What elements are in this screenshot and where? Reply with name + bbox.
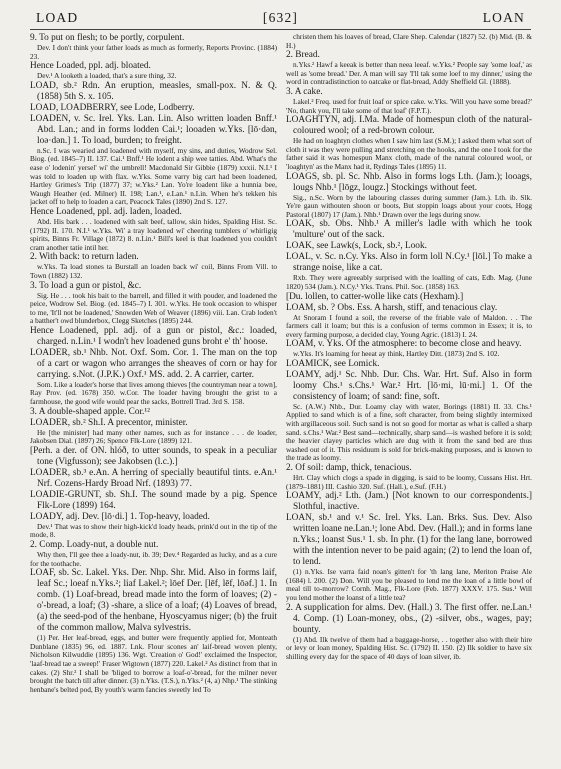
entry-paragraph: 3. To load a gun or pistol, &c. — [30, 280, 142, 291]
entry-paragraph: Hence Loadened, ppl. adj. laden, loaded. — [30, 206, 182, 217]
citation-paragraph: Rxb. They were agreeably surprised with the loalling of cats, Edb. Mag. (June 1820) 534 (Jam.). N.Cy.¹ Yks. Trans. Phil. Soc. (1858) 163. — [286, 273, 532, 291]
citation-paragraph: Sig. He . . . took his bait to the barrell, and filled it with pouder, and loadened the peice, Wodrow Sel. Biog. (ed. 1845–7) I. 301. w.Yks. He took occasion to whisper to me, 'It'll not be loadened,' Snowden Web of Weaver (1896) viii. Lan. Crab loden't a batther't owd blunderbox, Clegg Sketches (1895) 244. — [30, 290, 277, 326]
citation-paragraph: (1) n.Yks. Ise varra faid noan's gitten't for 'th lang lane, Meriton Praise Ale (1684) l. 200. (2) Don. Will you be pleased to lend me the loan of a little bowl of meal till to-morrow? Cornh. Mag., Flk-Lore (Feb. 1877) XXXV. 175. Sus.¹ Will you lend mother the loanst of a little tea? — [286, 567, 532, 602]
citation-paragraph: Why then, I'll gee thee a loady-nut, ib. 39; Dev.⁴ Regarded as lucky, and as a cure for the toothache. — [30, 550, 277, 568]
entry-paragraph: LOAK, sb. Obs. Nhb.¹ A miller's ladle with which he took 'multure' out of the sack. — [286, 219, 532, 241]
citation-paragraph: n.Sc. I was wearied and loadened with myself, my sins, and duties, Wodrow Sel. Biog. (ed. 1845–7) II. 137. Cai.¹ Bnff.¹ He lodent a ship wee tatties. Abd. What's the ease o' lodenin' yersel' wi' the umbrell! Macdonald Sir Gibbie (1879) xxxii. N.I.¹ I was told to loaden up with flax. w.Yks. Some varry big cart had been loadened, Hartley Grimes's Trip (1877) 37; w.Yks.² Lan. Yo're loadent like a hunnia bee, Waugh Heather (ed. Milner) II. 198; Lan.¹, e.Lan.¹ n.Lin. When he's tekken his jacket off to help to loaden a cart, Peacock Tales (1890) 2nd S. 127. — [30, 145, 277, 207]
entry-paragraph: LOAN, sb.¹ and v.¹ Sc. Irel. Yks. Lan. Brks. Sus. Dev. Also written loane ne.Lan.¹; lone Abd. Dev. (Hall.); and in forms lane n.Yks.; loanst Sus.¹ 1. sb. In phr. (1) for the lang lane, borrowed with the intention never to be paid again; (2) to lend the loan of, to lend. — [286, 513, 532, 568]
entry-paragraph: LOADIE-GRUNT, sb. Sh.I. The sound made by a pig. Spence Flk-Lore (1899) 164. — [30, 489, 277, 511]
entry-paragraph: 2. With back: to return laden. — [30, 252, 139, 263]
entry-paragraph: Hence Loaded, ppl. adj. bloated. — [30, 61, 151, 72]
citation-paragraph: Sc. (A.W.) Nhb., Dur. Loamy clay with water, Borings (1881) II. 33. Chs.¹ Applied to sand which is of a fine, soft character, from being slightly intermixed with argillaceous soil. Such sand is not so good for mortar as what is called a sharp sand. s.Chs.¹ War.² Best sand—technically, sharp sand—is washed before it is sold; the heavier clayey particles which are dug with it from the sand bed are thus washed out of it. This residuum is sold for brick-making purposes, and is known to the trade as loomy. — [286, 401, 532, 463]
entry-paragraph: LOAGHTYN, adj. I.Ma. Made of homespun cloth of the natural-coloured wool; of a red-brown colour. — [286, 115, 532, 137]
entry-paragraph: 2. Bread. — [286, 50, 320, 61]
entry-paragraph: LOADER, sb.³ e.An. A herring of specially beautiful tints. e.An.¹ Nrf. Cozens-Hardy Broad Nrf. (1893) 77. — [30, 467, 277, 489]
entry-paragraph: LOAD, LOADBERRY, see Lode, Lodberry. — [30, 102, 195, 113]
entry-paragraph: LOADER, sb.¹ Nhb. Not. Oxf. Som. Cor. 1. The man on the top of a cart or wagon who arranges the sheaves of corn or hay for carrying. s.Not. (J.P.K.) Oxf.¹ MS. add. 2. A carrier, carter. — [30, 347, 277, 380]
right-column — [286, 33, 532, 763]
entry-paragraph: LOAL, v. Sc. n.Cy. Yks. Also in form loll N.Cy.¹ [lōl.] To make a strange noise, like a cat. — [286, 252, 532, 274]
entry-paragraph: LOAD, sb.² Rdn. An eruption, measles, small-pox. N. & Q. (1858) 5th S. x. 105. — [30, 80, 277, 102]
citation-paragraph: Som. Like a loader's horse that lives among thieves [the countryman near a town], Ray Prov. (ed. 1678) 350. w.Cor. The loader having brought the grist to a farmhouse, the good wife would pear the sacks, Bottrell Trad. 3rd S. 158. — [30, 379, 277, 407]
entry-paragraph: LOAM, sb. ? Obs. Ess. A harsh, stiff, and tenacious clay. — [286, 302, 498, 313]
citation-paragraph: Dev.¹ That was to show their high-kick'd loady heads, prink'd out in the tip of the mode, 8. — [30, 521, 277, 540]
citation-paragraph: w.Yks. It's loaming for heeat ay think, Hartley Ditt. (1873) 2nd S. 102. — [293, 349, 500, 359]
citation-paragraph: Abd. His bark . . . loadened with salt beef, tallow, skin hides, Spalding Hist. Sc. (1792) II. 170. N.I.¹ w.Yks. Wi' a tray loadened wi' cheering tumblers o' whirligig spirits, Binns Fr. Village (1872) 8. n.Lin.¹ Bill's keel is that loadened you couldn't cram another tatie intil her. — [30, 216, 277, 252]
citation-paragraph: christen them his loaves of bread, Clare Shep. Calendar (1827) 52. (b) Mid. (B. & H.) — [286, 33, 532, 50]
citation-paragraph: w.Yks. Ta load stones ta Burstall an loaden back wi' coil, Binns From Vill. to Town (1882) 132. — [30, 262, 277, 280]
entry-paragraph: LOAM, v. Yks. Of the atmosphere: to become close and heavy. — [286, 339, 522, 350]
citation-paragraph: Dev.¹ A looketh a loaded, that's a sure thing, 32. — [37, 71, 177, 81]
citation-paragraph: (1) Per. Her leaf-bread, eggs, and butter were frequently applied for, Monteath Dunblane (1835) 96, ed. 1887. Lnk. Flour scones an' laif-bread woven plenty, Nicholson Kilwuddie (1895) 136. Wgt. 'Creation o' God!' exclaimed the Inspector, 'laaf-bread tae a sweep!' Fraser Wigtown (1877) 220. Lakel.² As distinct from that in cakes. (2) Shr.² I shall be 'bliged to borrow a loaf-o'-bread, for the milner never brought the batch till after dinner. (3) n.Yks. (T.S.), n.Yks.² (4, a) Nhp.¹ The stinking henbane's belted pod, By youth's warm fancies sweetly led To — [30, 633, 277, 694]
running-header — [30, 7, 531, 30]
citation-paragraph: He [the minister] had many other names, such as for instance . . . de loader, Jakobsen Dial. (1897) 26; Spence Flk-Lore (1899) 121. — [30, 427, 277, 446]
entry-paragraph: LOAK, see Lawk(s, Lock, sb.², Look. — [286, 241, 427, 252]
entry-paragraph: Hence Loadened, ppl. adj. of a gun or pistol, &c.: loaded, charged. n.Lin.¹ I wodn't hev loadened guns broht e' th' hoose. — [30, 325, 277, 347]
entry-paragraph: LOADER, sb.² Sh.I. A precentor, minister. — [30, 417, 188, 428]
entry-paragraph: LOAF, sb. Sc. Lakel. Yks. Der. Nhp. Shr. Mid. Also in forms laif, leaf Sc.; loeaf n.Yks.²; liaf Lakel.²; lōef Der. [lēf, lēf, lōəf.] 1. In comb. (1) Loaf-bread, bread made into the form of loaves; (2) -o'-bread, a loaf; (3) -share, a slice of a loaf; (4) Loaves of bread, (a) the seed-pod of the henbane, Hyoscyamus niger; (b) the fruit of the common mallow, Malva sylvestris. — [30, 568, 277, 634]
citation-paragraph: Lakel.² Freq. used for fruit loaf or spice cake. w.Yks. 'Will you have some bread?' 'No, thank you, I'll take some of that loaf' (F.P.T.). — [286, 96, 532, 115]
entry-paragraph: LOAMY, adj.¹ Sc. Nhb. Dur. Chs. War. Hrt. Suf. Also in form loomy Chs.¹ s.Chs.¹ War.² Hrt. [lō·mi, lū·mi.] 1. Of the consistency of loam; of sand: fine, soft. — [286, 369, 532, 402]
citation-paragraph: At Snoram I found a soil, the reverse of the friable vale of Maldon. . . The farmers call it loam; but this is a confusion of terms common in Essex; it is, to every farming purpose, a decided clay, Young Agric. (1813) I. 24. — [286, 312, 532, 339]
citation-paragraph: Dev. I don't think your father loads as much as formerly, Reports Provinc. (1884) 23. — [30, 43, 277, 61]
page-number: [632] — [262, 10, 299, 25]
header-left-word: LOAD — [36, 10, 79, 25]
citation-paragraph: n.Yks.² Hawf a keeak is better than neea leeaf. w.Yks.² People say 'some loaf,' as well as 'some bread.' Der. A man will say 'I'll tak some loef to my dinner,' using the word in contradistinction to oatcake or flat-bread, Addy Sheffield Gl. (1888). — [286, 60, 532, 87]
entry-paragraph: 3. A double-shaped apple. Cor.¹² — [30, 406, 150, 417]
entry-paragraph: 2. Of soil: damp, thick, tenacious. — [286, 463, 412, 474]
entry-paragraph: [Du. lollen, to catter-wolle like cats (Hexham).] — [286, 291, 464, 302]
entry-paragraph: [Perh. a der. of ON. hlóð, to utter sounds, to speak in a peculiar tone (Vigfusson); see Jakobsen (l.c.).] — [30, 445, 277, 467]
citation-paragraph: He had on loaghtyn clothes when I saw him last (S.M.); I asked them what sort of cloth it was they were pulling and stretching on the hooks, and the one I took for the father said it was homespun Manx cloth, made of the natural coloured wool, or 'loaghtyn' as the Manx had it, Rydings Tales (1895) 11. — [286, 136, 532, 171]
entry-paragraph: LOAMY, adj.² Lth. (Jam.) [Not known to our correspondents.] Slothful, inactive. — [286, 491, 532, 513]
entry-paragraph: LOAMICK, see Lomick. — [286, 358, 380, 369]
citation-paragraph: Hrt. Clay which clogs a spade in digging, is said to be loomy, Cussans Hist. Hrt. (1879–1881) III. Cashio 320. Suf. (Hall.), e.Suf. (F.H.) — [286, 473, 532, 491]
entry-paragraph: 2. Comp. Loady-nut, a double nut. — [30, 540, 159, 551]
entry-paragraph: 2. A supplication for alms. Dev. (Hall.) 3. The first offer. ne.Lan.¹ 4. Comp. (1) Loan-money, obs., (2) -silver, obs., wages, pay; bounty. — [286, 602, 532, 635]
citation-paragraph: Sig., n.Sc. Worn by the labouring classes during summer (Jam.). Lth. ib. Slk. Ye're gaun withouten shoon or boots, But stoppin loags about your coots, Hogg Pastoral (1807) 17 (Jam.). Nhb.¹ Drawn over the legs during snow. — [286, 192, 532, 219]
citation-paragraph: (1) Abd. Ilk twelve of them had a baggage-horse, . . together also with their hire or levy or loan money, Spalding Hist. Sc. (1792) II. 150. (2) Ilk soldier to have six shilling every day for the space of 40 days of loan silver, ib. — [286, 634, 532, 661]
header-right-word: LOAN — [482, 10, 525, 25]
entry-paragraph: LOADEN, v. Sc. Irel. Yks. Lan. Lin. Also written loaden Bnff.¹ Abd. Lan.; and in forms lodden Cai.¹; looaden w.Yks. [lō·dən, loə·dən.] 1. To load, burden; to freight. — [30, 113, 277, 146]
entry-paragraph: 9. To put on flesh; to be portly, corpulent. — [30, 33, 185, 43]
entry-paragraph: LOAGS, sb. pl. Sc. Nhb. Also in forms logs Lth. (Jam.); looags, lougs Nhb.¹ [lōgz, lougz.] Stockings without feet. — [286, 171, 532, 193]
entry-paragraph: LOADY, adj. Dev. [lō·di.] 1. Top-heavy, loaded. — [30, 511, 210, 522]
entry-paragraph: 3. A cake. — [286, 86, 323, 97]
left-column — [30, 33, 277, 763]
